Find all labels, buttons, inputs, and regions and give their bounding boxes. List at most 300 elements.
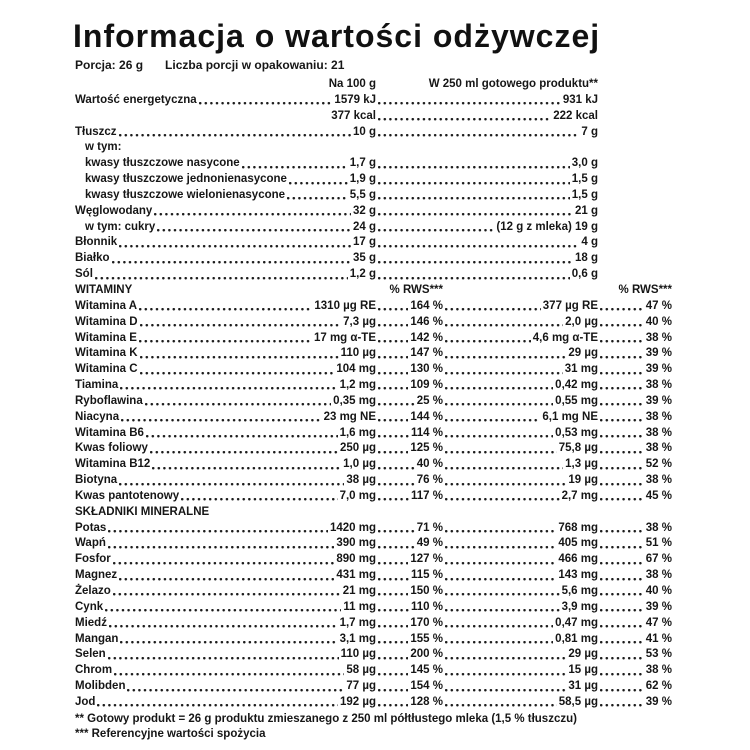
dot-leader	[105, 600, 341, 616]
table-row	[75, 679, 672, 695]
value-per-250ml: 1,3 µg	[565, 458, 598, 471]
value-per-100g: 21 mg	[342, 585, 376, 597]
dot-leader	[199, 93, 333, 109]
dot-leader	[600, 299, 644, 315]
group-per-100g	[75, 457, 376, 473]
value-per-250ml: 0,47 mg	[555, 616, 598, 629]
group-rws-100g	[376, 647, 443, 663]
nutrient-label-text: Selen	[75, 648, 106, 661]
dot-leader	[119, 568, 334, 584]
table-row	[75, 616, 672, 632]
table-row	[75, 251, 672, 267]
group-rws-250ml	[598, 410, 672, 426]
dot-leader	[378, 632, 408, 648]
group-per-250ml	[376, 125, 598, 141]
dot-leader	[600, 521, 644, 537]
value-per-100g: 35 g	[352, 252, 376, 265]
dot-leader	[108, 647, 339, 663]
dot-leader	[119, 235, 351, 251]
group-rws-100g	[376, 663, 443, 679]
footnote-ready-product: ** Gotowy produkt = 26 g produktu zmieszanego z 250 ml półtłustego mleka (1,5 % tłuszczu)	[75, 712, 577, 725]
rws-per-100g: 110 %	[411, 600, 443, 613]
table-row	[75, 220, 672, 236]
value-per-250ml: 4 g	[581, 236, 598, 249]
col-header-per-100g: Na 100 g	[328, 78, 376, 90]
group-per-100g	[75, 536, 376, 552]
dot-leader	[378, 552, 408, 568]
rws-per-100g: 150 %	[410, 585, 443, 597]
nutrient-label-text: Białko	[75, 252, 110, 265]
rws-per-250ml: 39 %	[645, 347, 672, 360]
dot-leader	[445, 394, 553, 410]
rws-per-250ml: 38 %	[645, 379, 672, 392]
rws-per-100g: 125 %	[410, 442, 443, 455]
dot-leader	[139, 331, 312, 347]
group-per-250ml	[443, 679, 598, 695]
group-per-250ml	[376, 109, 598, 125]
dot-leader	[445, 568, 556, 584]
table-row	[75, 125, 672, 141]
dot-leader	[445, 489, 560, 505]
group-per-250ml	[443, 331, 598, 347]
group-per-250ml	[376, 188, 598, 204]
dot-leader	[152, 457, 341, 473]
value-per-100g: 3,1 mg	[339, 632, 376, 645]
rws-per-100g: 49 %	[416, 537, 443, 550]
table-row	[75, 394, 672, 410]
group-per-250ml	[443, 457, 598, 473]
table-row	[75, 536, 672, 552]
group-per-100g	[75, 426, 376, 442]
group-per-250ml	[443, 521, 598, 537]
nutrient-label-text: Tłuszcz	[75, 125, 117, 138]
dot-leader	[378, 93, 561, 109]
group-per-100g	[75, 156, 376, 172]
table-row	[75, 204, 672, 220]
group-rws-100g	[376, 489, 443, 505]
table-row	[75, 188, 672, 204]
value-per-250ml: 222 kcal	[553, 109, 598, 122]
nutrient-label-text: Błonnik	[75, 236, 118, 249]
group-per-100g	[75, 331, 376, 347]
rws-per-250ml: 40 %	[645, 315, 672, 328]
table-row	[75, 647, 672, 663]
table-row	[75, 140, 672, 156]
rws-per-100g: 146 %	[410, 315, 443, 328]
dot-leader	[378, 600, 409, 616]
dot-leader	[145, 394, 331, 410]
value-per-100g: 17 mg α-TE	[313, 331, 376, 344]
table-row	[75, 331, 672, 347]
group-rws-100g	[376, 315, 443, 331]
table-row	[75, 362, 672, 378]
rws-per-250ml: 47 %	[645, 299, 672, 312]
rws-per-250ml: 52 %	[645, 458, 672, 471]
dot-leader	[119, 125, 351, 141]
group-per-250ml	[443, 584, 598, 600]
group-per-100g	[75, 172, 376, 188]
dot-leader	[445, 362, 563, 378]
dot-leader	[600, 568, 644, 584]
group-per-250ml	[376, 251, 598, 267]
group-rws-100g	[376, 410, 443, 426]
dot-leader	[378, 204, 573, 220]
dot-leader	[378, 188, 570, 204]
group-per-100g	[75, 362, 376, 378]
rws-per-100g: 200 %	[410, 648, 443, 661]
dot-leader	[445, 346, 566, 362]
value-per-250ml: 5,6 mg	[561, 585, 598, 597]
group-per-100g	[75, 394, 376, 410]
dot-leader	[600, 410, 644, 426]
dot-leader	[157, 220, 351, 236]
group-per-250ml	[443, 346, 598, 362]
group-rws-250ml	[598, 568, 672, 584]
dot-leader	[378, 616, 408, 632]
dot-leader	[445, 695, 557, 711]
value-per-100g: 110 µg	[340, 648, 376, 661]
group-per-250ml	[443, 616, 598, 632]
dot-leader	[600, 663, 644, 679]
nutrient-label-text: Wapń	[75, 537, 106, 550]
value-per-250ml: 1,5 g	[571, 188, 598, 201]
table-row	[75, 473, 672, 489]
nutrient-label-text: Cynk	[75, 600, 104, 613]
group-rws-100g	[376, 378, 443, 394]
group-rws-250ml	[598, 632, 672, 648]
group-per-100g	[75, 552, 376, 568]
dot-leader	[445, 473, 566, 489]
group-per-100g	[75, 315, 376, 331]
group-rws-250ml	[598, 695, 672, 711]
section-left	[75, 283, 443, 299]
nutrient-label-text: Magnez	[75, 569, 118, 582]
dot-leader	[378, 156, 570, 172]
table-row	[75, 315, 672, 331]
dot-leader	[378, 441, 408, 457]
value-per-100g: 7,0 mg	[339, 489, 376, 502]
value-per-100g: 11 mg	[343, 600, 376, 613]
rws-per-250ml: 62 %	[645, 680, 672, 693]
group-per-250ml	[376, 204, 598, 220]
value-per-250ml: 466 mg	[558, 553, 598, 566]
table-row	[75, 299, 672, 315]
dot-leader	[600, 426, 644, 442]
dot-leader	[600, 362, 644, 378]
group-rws-100g	[376, 299, 443, 315]
dot-leader	[600, 600, 644, 616]
value-per-250ml: 31 mg	[564, 363, 598, 376]
value-per-250ml: 31 µg	[568, 680, 598, 693]
group-per-100g	[75, 346, 376, 362]
value-per-100g: 1,2 g	[349, 268, 376, 281]
nutrient-label-text: Witamina K	[75, 347, 138, 360]
group-per-250ml	[376, 172, 598, 188]
value-per-100g: 110 µg	[340, 347, 376, 360]
dot-leader	[108, 536, 334, 552]
rws-per-100g: 40 %	[416, 458, 443, 471]
footnotes	[75, 712, 672, 743]
group-per-250ml	[376, 267, 598, 283]
nutrient-label-text: Żelazo	[75, 585, 111, 597]
rws-per-250ml: 38 %	[645, 442, 672, 455]
value-per-250ml: 18 g	[574, 252, 598, 265]
section-title: SKŁADNIKI MINERALNE	[75, 505, 210, 518]
value-per-250ml: (12 g z mleka) 19 g	[496, 220, 598, 233]
value-per-100g: 58 µg	[346, 664, 376, 677]
dot-leader	[445, 647, 566, 663]
group-per-100g	[75, 584, 376, 600]
rws-per-100g: 127 %	[410, 553, 443, 566]
dot-leader	[140, 362, 335, 378]
dot-leader	[445, 299, 541, 315]
value-per-100g: 1,7 g	[349, 157, 376, 170]
dot-leader	[378, 410, 408, 426]
rws-per-100g: 164 %	[410, 299, 443, 312]
group-rws-100g	[376, 600, 443, 616]
value-per-250ml: 3,0 g	[571, 157, 598, 170]
dot-leader	[445, 679, 566, 695]
rws-per-100g: 170 %	[410, 616, 443, 629]
dot-leader	[445, 663, 566, 679]
column-headers	[75, 77, 672, 93]
dot-leader	[378, 536, 415, 552]
dot-leader	[378, 695, 408, 711]
nutrient-label-text: Niacyna	[75, 410, 120, 423]
rws-per-100g: 144 %	[410, 410, 443, 423]
nutrient-label-text: kwasy tłuszczowe jednonienasycone	[85, 173, 287, 186]
rws-per-250ml: 38 %	[645, 474, 672, 487]
group-per-250ml	[443, 647, 598, 663]
value-per-100g: 23 mg NE	[323, 410, 376, 423]
dot-leader	[600, 457, 644, 473]
dot-leader	[113, 552, 335, 568]
dot-leader	[112, 251, 351, 267]
table-row	[75, 410, 672, 426]
group-rws-100g	[376, 394, 443, 410]
nutrient-label-text: Chrom	[75, 664, 113, 677]
value-per-250ml: 0,55 mg	[555, 394, 598, 407]
dot-leader	[378, 584, 408, 600]
nutrient-label-text: Potas	[75, 521, 107, 534]
value-per-250ml: 2,7 mg	[561, 489, 598, 502]
value-per-250ml: 405 mg	[558, 537, 598, 550]
dot-leader	[140, 346, 339, 362]
section-row	[75, 505, 672, 521]
dot-leader	[378, 125, 579, 141]
group-per-100g	[75, 568, 376, 584]
group-per-100g	[75, 410, 376, 426]
group-rws-250ml	[598, 536, 672, 552]
rws-per-250ml: 45 %	[645, 489, 672, 502]
value-per-100g: 431 mg	[336, 569, 376, 582]
dot-leader	[378, 331, 408, 347]
group-rws-100g	[376, 584, 443, 600]
rws-per-100g: 114 %	[411, 426, 443, 439]
value-per-250ml: 377 µg RE	[542, 299, 598, 312]
dot-leader	[445, 378, 553, 394]
table-row	[75, 489, 672, 505]
dot-leader	[378, 473, 415, 489]
value-per-100g: 104 mg	[336, 363, 376, 376]
table-row	[75, 632, 672, 648]
rws-per-100g: 71 %	[416, 521, 443, 534]
group-per-100g	[75, 109, 376, 125]
dot-leader	[242, 156, 348, 172]
group-per-250ml	[443, 315, 598, 331]
dot-leader	[378, 172, 570, 188]
nutrient-table	[75, 93, 672, 711]
dot-leader	[289, 172, 348, 188]
group-rws-250ml	[598, 552, 672, 568]
dot-leader	[119, 473, 344, 489]
rws-per-250ml: 47 %	[645, 616, 672, 629]
group-rws-100g	[376, 552, 443, 568]
value-per-250ml: 0,53 mg	[555, 426, 598, 439]
rws-per-250ml: 38 %	[645, 521, 672, 534]
value-per-250ml: 15 µg	[568, 664, 598, 677]
group-rws-250ml	[598, 473, 672, 489]
group-per-250ml	[443, 362, 598, 378]
group-rws-250ml	[598, 679, 672, 695]
dot-leader	[154, 204, 351, 220]
dot-leader	[378, 394, 415, 410]
dot-leader	[378, 378, 408, 394]
dot-leader	[378, 235, 579, 251]
dot-leader	[445, 521, 556, 537]
value-per-100g: 1,9 g	[349, 173, 376, 186]
group-rws-250ml	[598, 315, 672, 331]
dot-leader	[445, 616, 553, 632]
rws-header-per-250ml: % RWS***	[618, 283, 672, 296]
table-row	[75, 552, 672, 568]
table-row	[75, 521, 672, 537]
group-rws-250ml	[598, 457, 672, 473]
group-rws-250ml	[598, 616, 672, 632]
dot-leader	[181, 489, 337, 505]
rws-per-250ml: 39 %	[645, 600, 672, 613]
value-per-250ml: 2,0 µg	[565, 315, 598, 328]
section-title: WITAMINY	[75, 283, 133, 296]
table-row	[75, 235, 672, 251]
value-per-100g: 38 µg	[346, 474, 376, 487]
dot-leader	[378, 568, 409, 584]
nutrient-label-text: Ryboflawina	[75, 394, 143, 407]
group-rws-100g	[376, 536, 443, 552]
group-rws-100g	[376, 616, 443, 632]
value-per-100g: 10 g	[352, 125, 376, 138]
group-per-100g	[75, 267, 376, 283]
nutrient-label-text: Węglowodany	[75, 204, 153, 217]
nutrient-label-text: Witamina B12	[75, 458, 151, 471]
rws-per-250ml: 39 %	[645, 695, 672, 708]
dot-leader	[445, 331, 531, 347]
rws-per-250ml: 38 %	[645, 331, 672, 344]
dot-leader	[378, 315, 408, 331]
value-per-100g: 377 kcal	[331, 109, 376, 122]
rws-header-per-100g: % RWS***	[389, 283, 443, 296]
group-per-250ml	[443, 568, 598, 584]
nutrient-label-text: Witamina A	[75, 299, 138, 312]
dot-leader	[114, 663, 344, 679]
dot-leader	[121, 410, 321, 426]
group-per-100g	[75, 125, 376, 141]
rws-per-100g: 128 %	[410, 695, 443, 708]
dot-leader	[109, 616, 338, 632]
group-rws-250ml	[598, 331, 672, 347]
table-row	[75, 695, 672, 711]
group-per-250ml	[376, 220, 598, 236]
value-per-100g: 890 mg	[336, 553, 376, 566]
group-per-100g	[75, 299, 376, 315]
dot-leader	[445, 536, 556, 552]
table-row	[75, 172, 672, 188]
value-per-100g: 1420 mg	[329, 521, 376, 534]
group-per-100g	[75, 679, 376, 695]
dot-leader	[600, 473, 644, 489]
dot-leader	[445, 441, 557, 457]
group-per-100g	[75, 188, 376, 204]
group-per-100g	[75, 521, 376, 537]
nutrient-label-text: Witamina C	[75, 363, 138, 376]
dot-leader	[113, 584, 341, 600]
rws-per-250ml: 38 %	[645, 410, 672, 423]
group-rws-100g	[376, 521, 443, 537]
rws-per-100g: 145 %	[410, 664, 443, 677]
nutrient-label-text: Tiamina	[75, 379, 119, 392]
rws-per-250ml: 39 %	[645, 394, 672, 407]
group-per-100g	[75, 473, 376, 489]
group-per-100g	[75, 93, 376, 109]
group-rws-250ml	[598, 647, 672, 663]
value-per-250ml: 0,6 g	[571, 268, 598, 281]
dot-leader	[600, 378, 644, 394]
rws-per-250ml: 38 %	[645, 569, 672, 582]
group-per-250ml	[443, 600, 598, 616]
dot-leader	[120, 378, 337, 394]
dot-leader	[378, 426, 409, 442]
nutrient-label-text: w tym: cukry	[85, 220, 156, 233]
group-rws-250ml	[598, 378, 672, 394]
group-per-250ml	[443, 394, 598, 410]
value-per-250ml: 6,1 mg NE	[542, 410, 598, 423]
dot-leader	[600, 394, 644, 410]
group-per-250ml	[443, 536, 598, 552]
value-per-250ml: 4,6 mg α-TE	[532, 331, 598, 344]
rws-per-100g: 147 %	[410, 347, 443, 360]
value-per-100g: 1,0 µg	[343, 458, 376, 471]
value-per-250ml: 3,9 mg	[561, 600, 598, 613]
dot-leader	[600, 441, 644, 457]
value-per-250ml: 58,5 µg	[558, 695, 598, 708]
dot-leader	[140, 315, 342, 331]
table-row	[75, 568, 672, 584]
nutrient-label-text: Molibden	[75, 680, 126, 693]
group-per-100g	[75, 663, 376, 679]
group-rws-250ml	[598, 489, 672, 505]
group-rws-100g	[376, 362, 443, 378]
nutrient-label-text: Jod	[75, 695, 96, 708]
table-row	[75, 109, 672, 125]
rws-per-250ml: 40 %	[645, 585, 672, 597]
dot-leader	[139, 299, 312, 315]
group-per-250ml	[443, 441, 598, 457]
group-rws-250ml	[598, 426, 672, 442]
section-row	[75, 283, 672, 299]
group-per-250ml	[443, 552, 598, 568]
nutrient-label-text: Sól	[75, 268, 93, 281]
group-per-250ml	[443, 426, 598, 442]
